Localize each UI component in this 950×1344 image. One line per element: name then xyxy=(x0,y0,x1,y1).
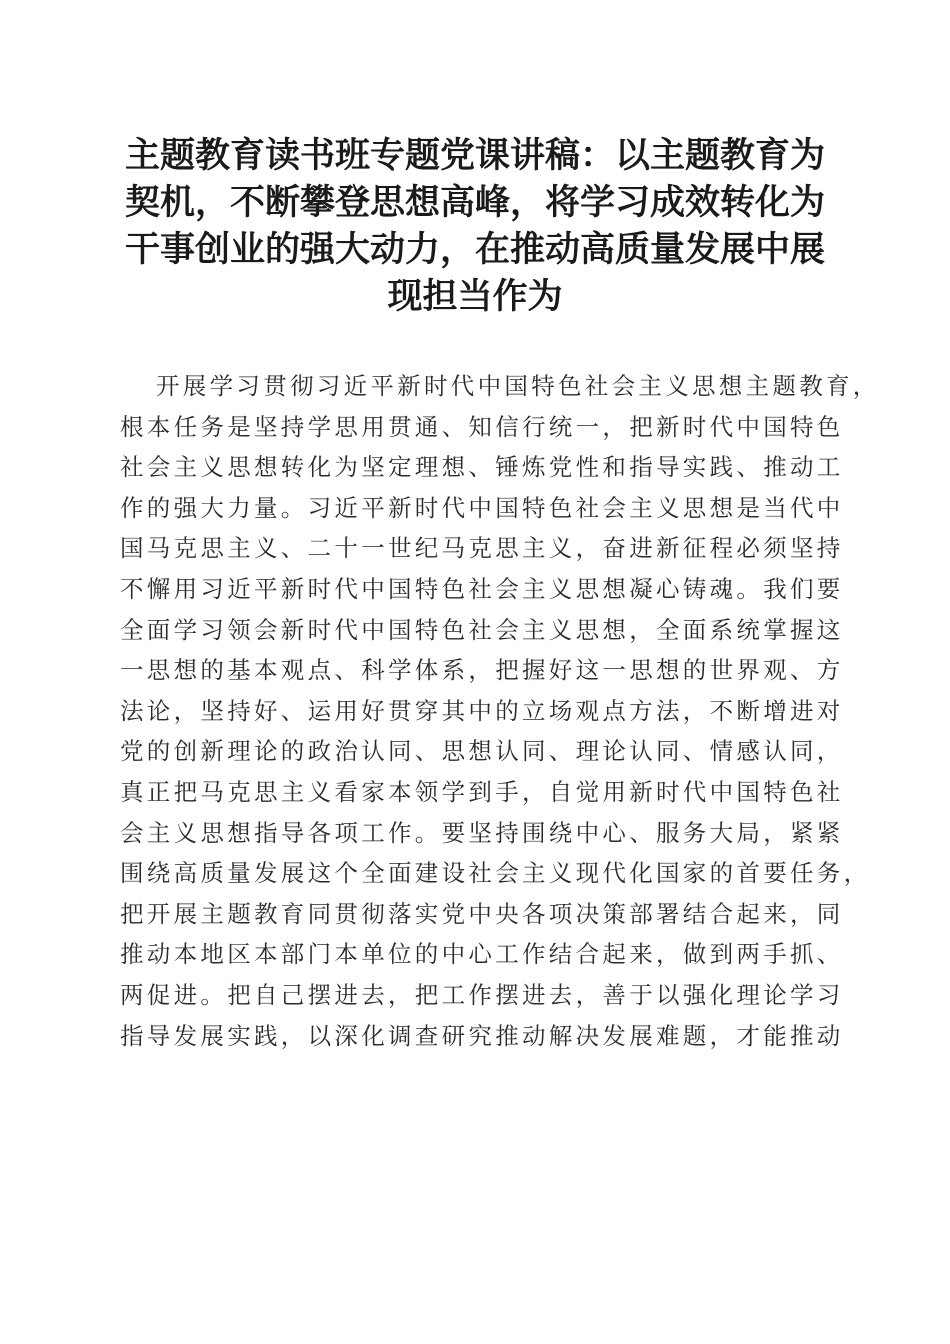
paragraph-line: 围绕高质量发展这个全面建设社会主义现代化国家的首要任务， xyxy=(120,859,871,888)
paragraph-line: 不懈用习近平新时代中国特色社会主义思想凝心铸魂。我们要 xyxy=(120,574,844,603)
paragraph-line: 把开展主题教育同贯彻落实党中央各项决策部署结合起来，同 xyxy=(120,899,844,928)
paragraph-line: 指导发展实践，以深化调查研究推动解决发展难题，才能推动 xyxy=(120,1021,844,1050)
document-title xyxy=(110,132,840,320)
paragraph-line: 国马克思主义、二十一世纪马克思主义，奋进新征程必须坚持 xyxy=(120,534,844,563)
paragraph-line: 真正把马克思主义看家本领学到手，自觉用新时代中国特色社 xyxy=(120,777,844,806)
paragraph-line: 一思想的基本观点、科学体系，把握好这一思想的世界观、方 xyxy=(120,656,844,685)
paragraph-line: 开展学习贯彻习近平新时代中国特色社会主义思想主题教育， xyxy=(156,372,880,400)
title-line: 主题教育读书班专题党课讲稿：以主题教育为 xyxy=(124,135,825,176)
paragraph-line: 全面学习领会新时代中国特色社会主义思想，全面系统掌握这 xyxy=(120,615,844,644)
paragraph-line: 会主义思想指导各项工作。要坚持围绕中心、服务大局，紧紧 xyxy=(120,818,844,847)
paragraph-line: 作的强大力量。习近平新时代中国特色社会主义思想是当代中 xyxy=(120,493,844,522)
paragraph-line: 推动本地区本部门本单位的中心工作结合起来，做到两手抓、 xyxy=(120,940,844,969)
title-line: 契机，不断攀登思想高峰，将学习成效转化为 xyxy=(124,182,825,223)
paragraph-line: 根本任务是坚持学思用贯通、知信行统一，把新时代中国特色 xyxy=(120,412,844,441)
body-paragraph xyxy=(120,366,880,1056)
title-line: 现担当作为 xyxy=(387,276,563,317)
title-line: 干事创业的强大动力，在推动高质量发展中展 xyxy=(124,229,825,270)
paragraph-line: 法论，坚持好、运用好贯穿其中的立场观点方法，不断增进对 xyxy=(120,696,844,725)
paragraph-line: 社会主义思想转化为坚定理想、锤炼党性和指导实践、推动工 xyxy=(120,453,844,482)
paragraph-line: 党的创新理论的政治认同、思想认同、理论认同、情感认同， xyxy=(120,737,844,766)
paragraph-line: 两促进。把自己摆进去，把工作摆进去，善于以强化理论学习 xyxy=(120,980,844,1009)
